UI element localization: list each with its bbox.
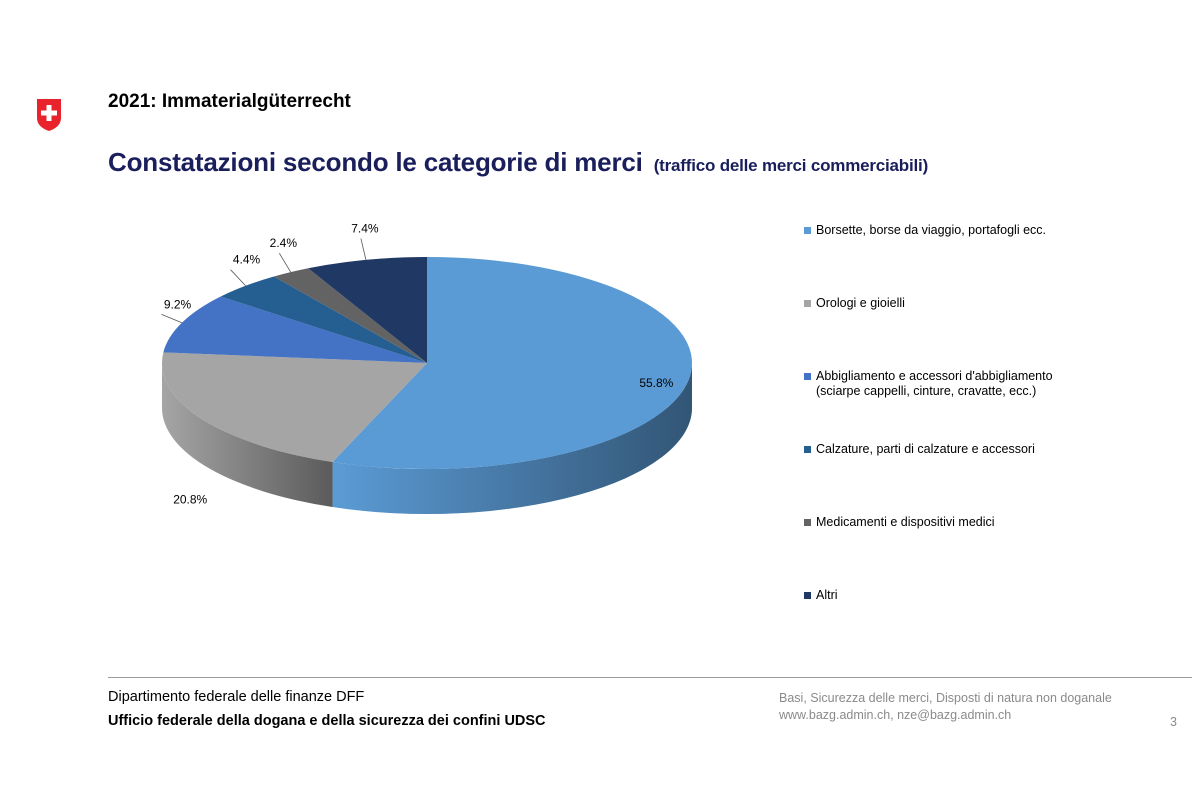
data-label-calzature-parti-di-calzature-e: 4.4% (232, 252, 261, 267)
legend-item (804, 369, 1104, 399)
footer-office: Ufficio federale della dogana e della sicurezza dei confini UDSC (108, 713, 546, 729)
legend-item (804, 442, 1104, 457)
footer-info-line2: www.bazg.admin.ch, nze@bazg.admin.ch (779, 708, 1012, 722)
leader-line (162, 314, 182, 322)
legend-label: Calzature, parti di calzature e accessori (816, 442, 1035, 456)
pie-slices (162, 257, 692, 469)
footer-divider (108, 677, 1192, 678)
data-label-altri: 7.4% (351, 221, 379, 236)
page-number: 3 (1170, 715, 1177, 729)
legend-item (804, 515, 1104, 530)
legend-swatch (804, 300, 811, 307)
legend-label: Medicamenti e dispositivi medici (816, 515, 995, 529)
legend-item (804, 223, 1104, 238)
data-label-orologi-e-gioielli: 20.8% (173, 492, 208, 507)
legend-label: Altri (816, 588, 838, 602)
leader-line (231, 270, 246, 286)
legend-swatch (804, 592, 811, 599)
chart-subtitle: (traffico delle merci commerciabili) (653, 156, 929, 175)
legend-item (804, 296, 1104, 311)
legend-item (804, 588, 1104, 603)
footer-department: Dipartimento federale delle finanze DFF (108, 689, 365, 705)
slide-supertitle: 2021: Immaterialgüterrecht (108, 91, 351, 112)
legend-label: Orologi e gioielli (816, 296, 905, 310)
legend-swatch (804, 227, 811, 234)
leader-line (361, 238, 366, 259)
chart-title-main: Constatazioni secondo le categorie di merci (108, 147, 643, 177)
data-label-borsette-borse-da-viaggio-port: 55.8% (639, 375, 674, 390)
leader-line (279, 253, 290, 272)
legend-swatch (804, 519, 811, 526)
data-label-abbigliamento-e-accessori-d-ab: 9.2% (163, 297, 192, 312)
data-label-medicamenti-e-dispositivi-medi: 2.4% (269, 236, 298, 251)
footer-info-line1: Basi, Sicurezza delle merci, Disposti di natura non doganale (779, 691, 1112, 705)
legend-label: Borsette, borse da viaggio, portafogli ecc. (816, 223, 1046, 237)
legend-swatch (804, 446, 811, 453)
legend-swatch (804, 373, 811, 380)
legend-label: Abbigliamento e accessori d'abbigliamento (sciarpe cappelli, cinture, cravatte, ecc.) (816, 369, 1053, 398)
